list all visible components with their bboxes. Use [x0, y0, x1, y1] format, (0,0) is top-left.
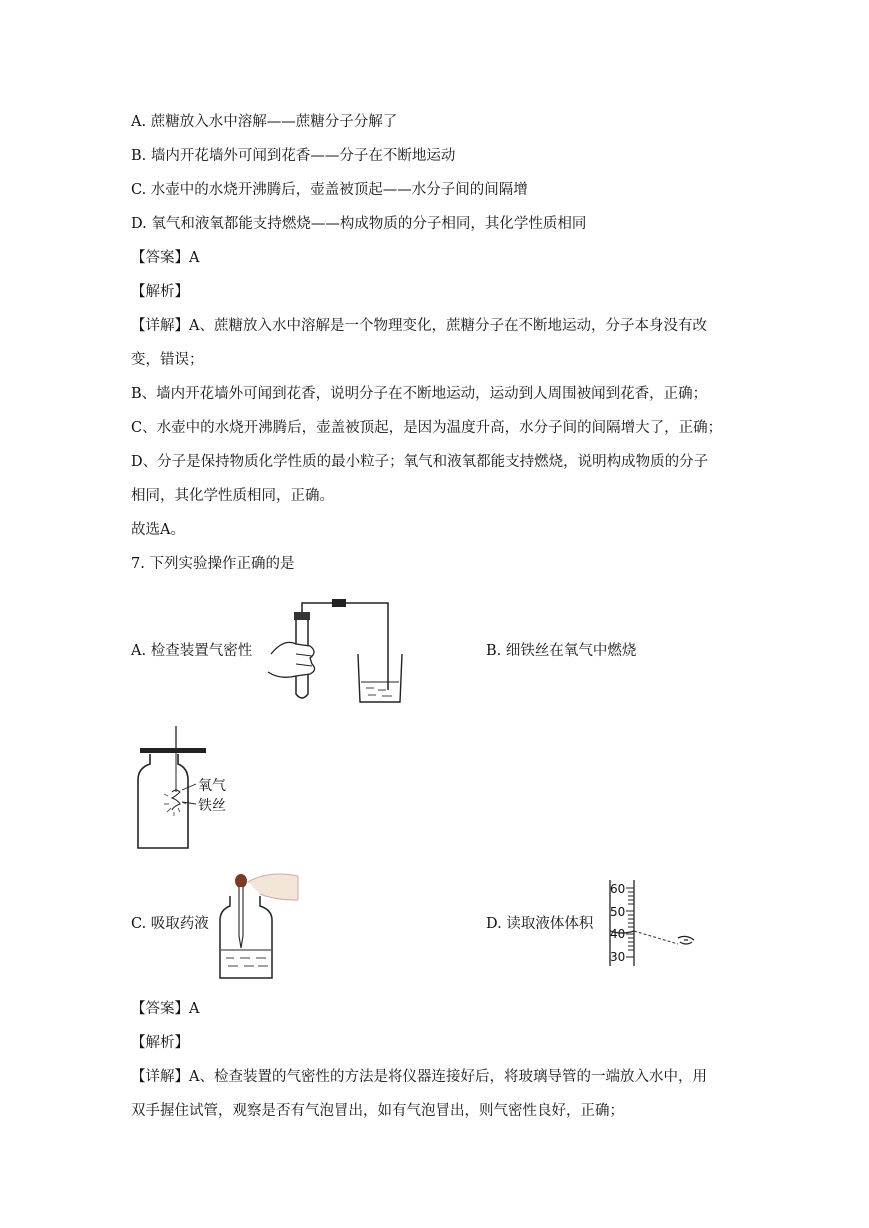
q7-answer: 【答案】A: [131, 1001, 200, 1017]
tick-label-60: 60: [610, 882, 626, 896]
tick-label-40: 40: [610, 927, 626, 941]
q7-detail-line-1: 【详解】A、检查装置的气密性的方法是将仪器连接好后，将玻璃导管的一端放入水中，用: [131, 1069, 707, 1085]
q6-detail-line-3: B、墙内开花墙外可闻到花香，说明分子在不断地运动，运动到人周围被闻到花香，正确；: [131, 386, 708, 402]
figure-b-iron-burning: [134, 724, 254, 852]
q6-analysis-label: 【解析】: [131, 284, 189, 300]
q6-detail-line-1: 【详解】A、蔗糖放入水中溶解是一个物理变化，蔗糖分子在不断地运动，分子本身没有改: [131, 318, 707, 334]
q6-option-a: A. 蔗糖放入水中溶解——蔗糖分子分解了: [131, 114, 398, 130]
q7-option-d-label: D. 读取液体体积: [486, 916, 594, 932]
q7-stem: 7. 下列实验操作正确的是: [131, 556, 295, 572]
figure-a-airtightness-check: [266, 598, 406, 708]
q6-option-d: D. 氧气和液氧都能支持燃烧——构成物质的分子相同，其化学性质相同: [131, 216, 587, 232]
q6-detail-line-5: D、分子是保持物质化学性质的最小粒子；氧气和液氧都能支持燃烧，说明构成物质的分子: [131, 454, 709, 470]
figure-c-dropper: [212, 866, 302, 984]
tick-label-30: 30: [610, 950, 626, 964]
q6-detail-line-6: 相同，其化学性质相同，正确。: [131, 488, 334, 504]
label-iron-wire: 铁丝: [198, 798, 226, 814]
tick-label-50: 50: [610, 905, 626, 919]
q7-analysis-label: 【解析】: [131, 1035, 189, 1051]
q6-option-b: B. 墙内开花墙外可闻到花香——分子在不断地运动: [131, 148, 456, 164]
q7-option-c-label: C. 吸取药液: [131, 916, 209, 932]
q7-detail-line-2: 双手握住试管，观察是否有气泡冒出，如有气泡冒出，则气密性良好，正确；: [131, 1103, 624, 1119]
label-oxygen: 氧气: [198, 778, 226, 794]
figure-d-graduated-cylinder: [604, 878, 700, 968]
q7-option-a-label: A. 检查装置气密性: [131, 643, 253, 659]
q6-option-c: C. 水壶中的水烧开沸腾后，壶盖被顶起——水分子间的间隔增: [131, 182, 528, 198]
q7-option-b-label: B. 细铁丝在氧气中燃烧: [486, 643, 637, 659]
q6-detail-line-4: C、水壶中的水烧开沸腾后，壶盖被顶起，是因为温度升高，水分子间的间隔增大了，正确；: [131, 420, 723, 436]
q6-detail-line-2: 变，错误；: [131, 352, 204, 368]
q6-answer: 【答案】A: [131, 250, 200, 266]
q6-conclusion: 故选A。: [131, 522, 185, 538]
